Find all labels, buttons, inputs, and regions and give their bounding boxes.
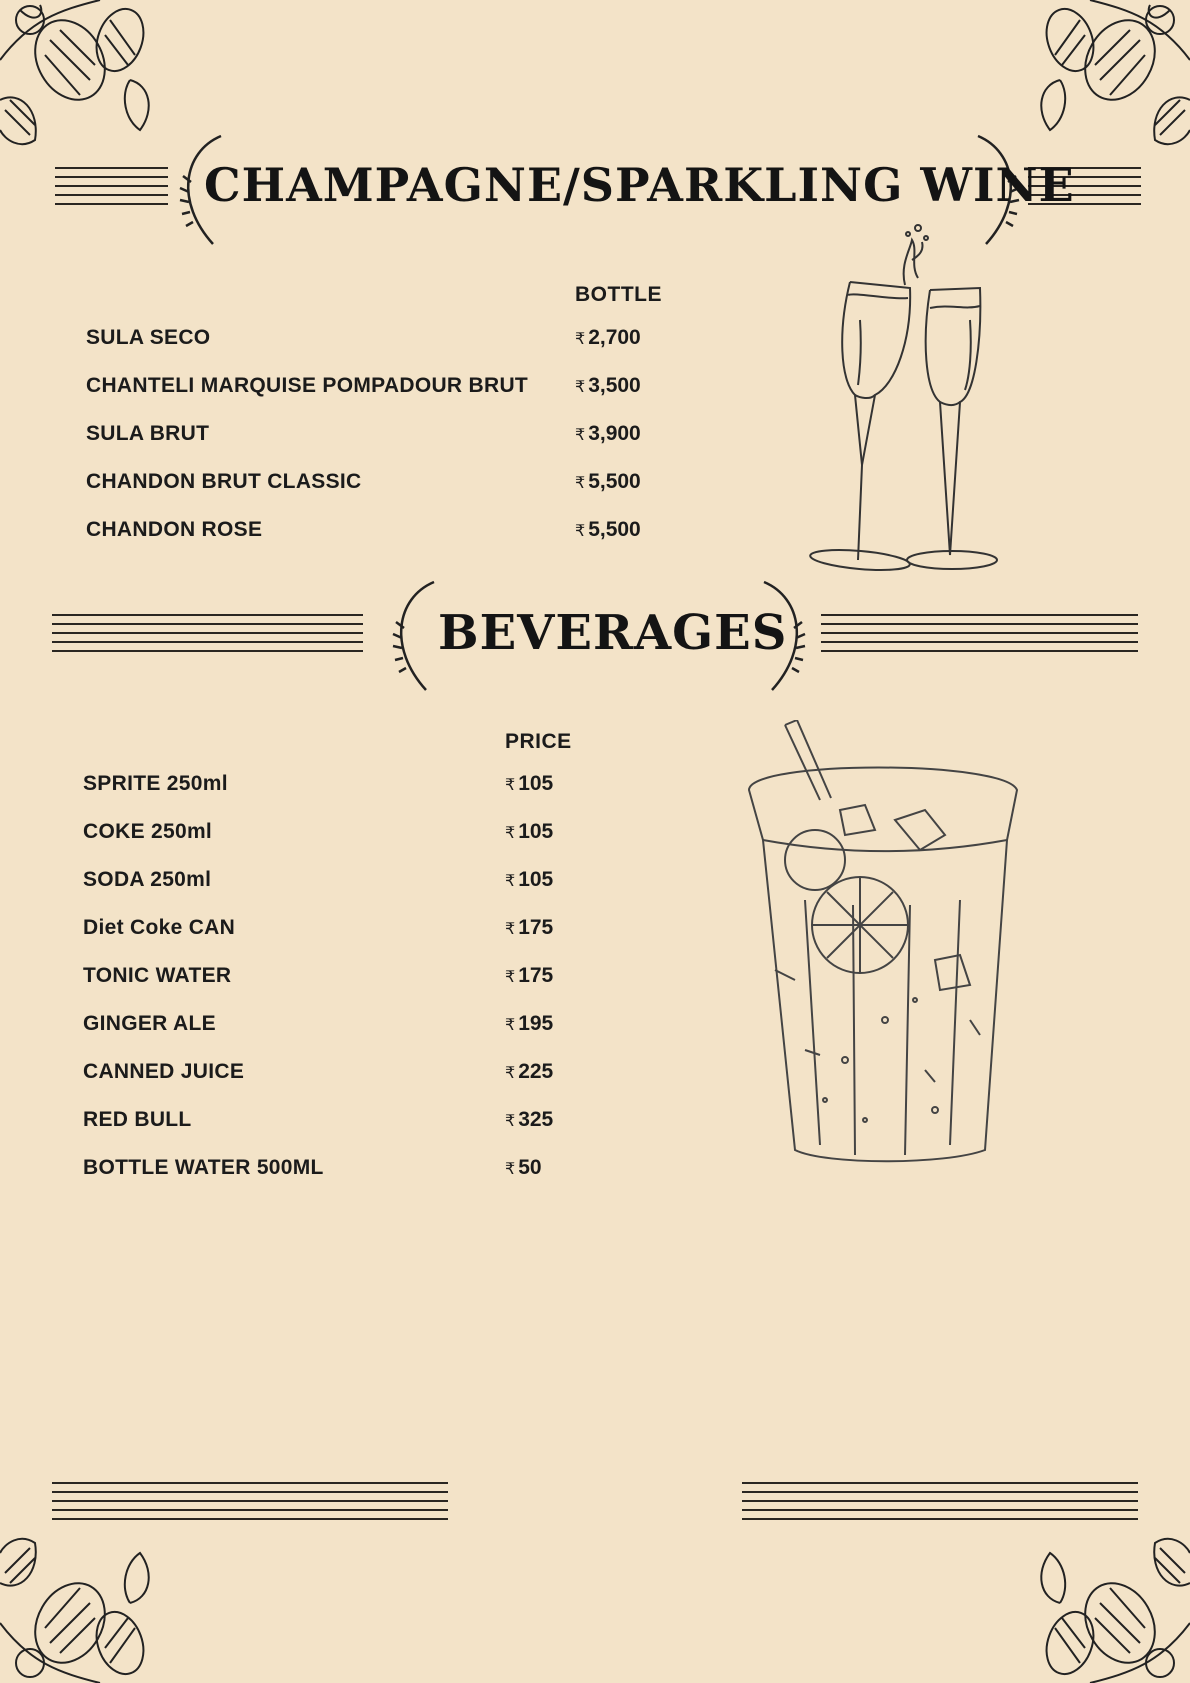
menu-item-name: CANNED JUICE bbox=[83, 1060, 245, 1083]
price-value: 175 bbox=[518, 964, 554, 987]
hops-corner-icon bbox=[0, 1513, 155, 1683]
section-title-champagne: CHAMPAGNE/SPARKLING WINE bbox=[204, 158, 1075, 212]
column-header-bottle: BOTTLE bbox=[575, 283, 662, 306]
rupee-symbol: ₹ bbox=[575, 523, 586, 540]
rupee-symbol: ₹ bbox=[575, 331, 586, 348]
menu-item-name: RED BULL bbox=[83, 1108, 192, 1131]
price-value: 5,500 bbox=[588, 518, 641, 541]
rupee-symbol: ₹ bbox=[505, 1065, 516, 1082]
menu-item-price bbox=[505, 1108, 553, 1132]
menu-item-name: SPRITE 250ml bbox=[83, 772, 228, 795]
menu-item-price bbox=[505, 1012, 553, 1036]
menu-item-name: TONIC WATER bbox=[83, 964, 232, 987]
rupee-symbol: ₹ bbox=[505, 825, 516, 842]
menu-item-name: BOTTLE WATER 500ML bbox=[83, 1156, 324, 1179]
price-value: 5,500 bbox=[588, 470, 641, 493]
price-value: 105 bbox=[518, 772, 554, 795]
menu-item-price bbox=[505, 772, 553, 796]
rupee-symbol: ₹ bbox=[575, 379, 586, 396]
price-value: 2,700 bbox=[588, 326, 641, 349]
decorative-rules bbox=[821, 614, 1138, 659]
price-value: 195 bbox=[518, 1012, 554, 1035]
rupee-symbol: ₹ bbox=[505, 1017, 516, 1034]
column-header-price: PRICE bbox=[505, 730, 572, 753]
menu-item-name: SULA BRUT bbox=[86, 422, 210, 445]
rupee-symbol: ₹ bbox=[505, 1161, 516, 1178]
menu-item-name: Diet Coke CAN bbox=[83, 916, 236, 939]
hops-corner-icon bbox=[1035, 1513, 1190, 1683]
menu-item-price bbox=[575, 470, 641, 494]
rupee-symbol: ₹ bbox=[505, 873, 516, 890]
rupee-symbol: ₹ bbox=[505, 1113, 516, 1130]
soda-glass-icon bbox=[745, 720, 1020, 1170]
menu-item-price bbox=[575, 374, 641, 398]
price-value: 50 bbox=[518, 1156, 542, 1179]
price-value: 225 bbox=[518, 1060, 554, 1083]
menu-item-name: SULA SECO bbox=[86, 326, 211, 349]
menu-item-price bbox=[505, 916, 553, 940]
rupee-symbol: ₹ bbox=[505, 969, 516, 986]
menu-item-price bbox=[575, 518, 641, 542]
section-title-beverages: BEVERAGES bbox=[438, 605, 788, 661]
menu-item-name: SODA 250ml bbox=[83, 868, 212, 891]
menu-item-name: CHANDON ROSE bbox=[86, 518, 263, 541]
wheat-laurel-icon bbox=[386, 578, 436, 694]
menu-item-name: CHANTELI MARQUISE POMPADOUR BRUT bbox=[86, 374, 529, 397]
price-value: 105 bbox=[518, 868, 554, 891]
price-value: 3,500 bbox=[588, 374, 641, 397]
menu-item-name: GINGER ALE bbox=[83, 1012, 216, 1035]
menu-item-price bbox=[505, 820, 553, 844]
menu-item-name: CHANDON BRUT CLASSIC bbox=[86, 470, 362, 493]
menu-item-price bbox=[505, 1156, 542, 1180]
menu-item-price bbox=[575, 326, 641, 350]
hops-corner-icon bbox=[1035, 0, 1190, 170]
rupee-symbol: ₹ bbox=[575, 427, 586, 444]
menu-item-name: COKE 250ml bbox=[83, 820, 213, 843]
price-value: 105 bbox=[518, 820, 554, 843]
decorative-rules bbox=[55, 167, 168, 212]
price-value: 175 bbox=[518, 916, 554, 939]
champagne-glasses-icon bbox=[800, 220, 1010, 575]
rupee-symbol: ₹ bbox=[505, 921, 516, 938]
decorative-rules bbox=[52, 1482, 448, 1527]
hops-corner-icon bbox=[0, 0, 155, 170]
menu-item-price bbox=[505, 964, 553, 988]
rupee-symbol: ₹ bbox=[505, 777, 516, 794]
menu-item-price bbox=[575, 422, 641, 446]
rupee-symbol: ₹ bbox=[575, 475, 586, 492]
menu-item-price bbox=[505, 1060, 553, 1084]
price-value: 325 bbox=[518, 1108, 554, 1131]
decorative-rules bbox=[742, 1482, 1138, 1527]
decorative-rules bbox=[52, 614, 363, 659]
menu-item-price bbox=[505, 868, 553, 892]
price-value: 3,900 bbox=[588, 422, 641, 445]
